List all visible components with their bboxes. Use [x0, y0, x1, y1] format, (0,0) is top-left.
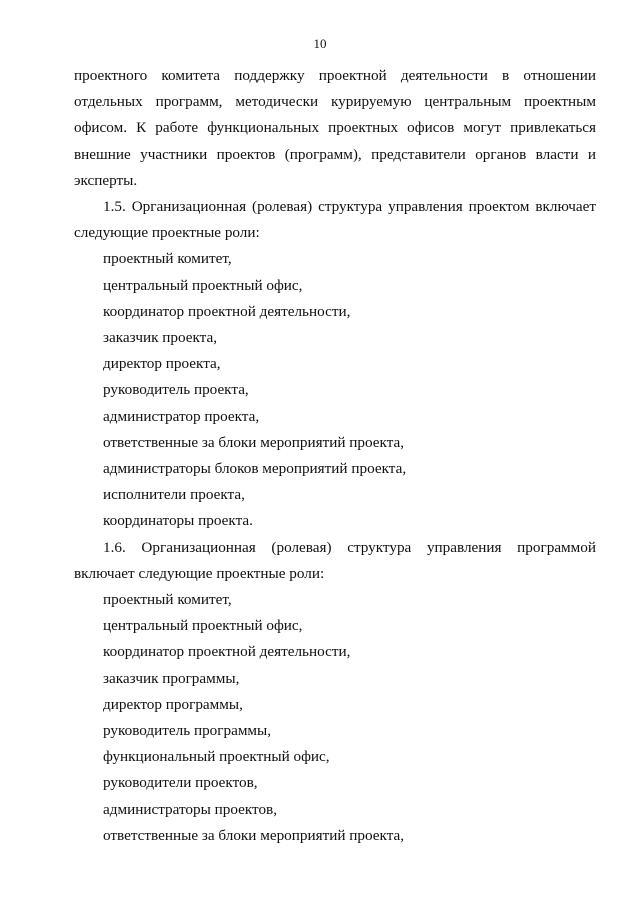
paragraph-line: включает следующие проектные роли:	[74, 564, 325, 582]
list-item: исполнители проекта,	[103, 486, 245, 504]
list-item: проектный комитет,	[103, 591, 232, 609]
list-item: ответственные за блоки мероприятий проекта,	[103, 826, 405, 844]
page-number: 10	[313, 36, 327, 51]
intro-paragraph	[74, 63, 596, 194]
paragraph-line: эксперты.	[74, 171, 138, 189]
document-body	[74, 63, 596, 849]
list-item: директор проекта,	[103, 355, 221, 373]
paragraph-line: следующие проектные роли:	[74, 224, 260, 242]
list-item: функциональный проектный офис,	[103, 748, 330, 766]
paragraph-line: офисом. К работе функциональных проектных офисов могут привлекаться	[74, 119, 596, 137]
paragraph-line: внешние участники проектов (программ), представители органов власти и	[74, 145, 596, 163]
list-item: центральный проектный офис,	[103, 617, 303, 635]
list-item: директор программы,	[103, 695, 243, 713]
list-item: проектный комитет,	[103, 250, 232, 268]
list-item: координатор проектной деятельности,	[103, 302, 351, 320]
section-1-6-paragraph	[74, 535, 596, 587]
list-item: администраторы проектов,	[103, 800, 278, 818]
list-item: администратор проекта,	[103, 407, 260, 425]
list-item: руководители проектов,	[103, 774, 258, 792]
section-1-5-paragraph	[74, 194, 596, 246]
list-item: центральный проектный офис,	[103, 276, 303, 294]
paragraph-line: отдельных программ, методически курируемую центральным проектным	[74, 93, 596, 111]
list-item: координаторы проекта.	[103, 512, 253, 530]
program-roles-list	[74, 587, 596, 849]
paragraph-line: 1.6. Организационная (ролевая) структура управления программой	[103, 538, 596, 556]
paragraph-line: проектного комитета поддержку проектной деятельности в отношении	[74, 67, 596, 84]
list-item: координатор проектной деятельности,	[103, 643, 351, 661]
list-item: ответственные за блоки мероприятий проекта,	[103, 433, 405, 451]
list-item: руководитель программы,	[103, 722, 272, 740]
list-item: заказчик проекта,	[103, 329, 218, 347]
paragraph-line: 1.5. Организационная (ролевая) структура управления проектом включает	[103, 198, 596, 216]
project-roles-list	[74, 246, 596, 534]
list-item: заказчик программы,	[103, 669, 240, 687]
list-item: руководитель проекта,	[103, 381, 249, 399]
list-item: администраторы блоков мероприятий проекта,	[103, 460, 407, 478]
